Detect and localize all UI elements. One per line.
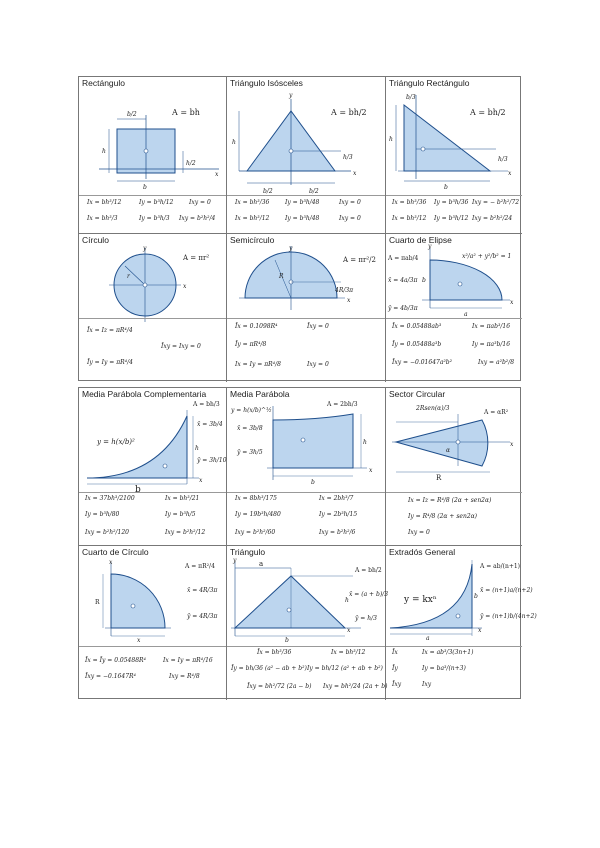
xbar-formula: x̄ = 3b/8 xyxy=(237,425,263,432)
label-x: x xyxy=(510,441,514,448)
cell-title: Sector Circular xyxy=(389,389,446,399)
cell-title: Media Parábola Complementaria xyxy=(82,389,207,399)
formula-3: Īy = Iy = πR⁴/4 xyxy=(87,359,133,366)
rectangle-figure xyxy=(79,89,227,199)
formula-3: Ixy = 0 xyxy=(408,529,430,536)
xbar-formula: x̄ = (n+1)a/(n+2) xyxy=(480,587,533,594)
label-R: R xyxy=(95,599,100,606)
formula-6: Ixy xyxy=(422,681,432,688)
formula-6: Ixy = a²b²/8 xyxy=(478,359,515,366)
formula-2: Ix = Iy = πR⁴/16 xyxy=(163,657,213,664)
cell-title: Semicírculo xyxy=(230,235,275,245)
formula-6: Ixy = b²h²/24 xyxy=(472,215,513,222)
triangle-figure xyxy=(227,557,389,644)
formula-table-2 xyxy=(78,387,537,699)
label-a: a xyxy=(259,560,264,568)
formula-3: Ixy = − b²h²/72 xyxy=(472,199,520,206)
formula-4: Ixy = R⁴/8 xyxy=(169,673,200,680)
area-formula: A = πR²/4 xyxy=(185,563,215,570)
formula-2: Īxy = 0 xyxy=(307,323,329,330)
formula-1: Ix = bh³/12 xyxy=(87,199,122,206)
formula-2: Iy = R⁴/8 (2α + sen2α) xyxy=(408,513,478,520)
cell-cuarto-elipse xyxy=(386,234,522,382)
semicircle-figure xyxy=(227,246,386,326)
cell-title: Extradós General xyxy=(389,547,456,557)
cell-rectangulo xyxy=(79,77,227,234)
label-b: b xyxy=(143,184,147,191)
ybar-formula: ȳ = 3h/10 xyxy=(197,457,227,464)
area-formula: A = bh xyxy=(172,108,200,117)
formula-1: Īx xyxy=(392,649,398,656)
formula-3: Īy xyxy=(392,665,398,672)
formula-1: Ix = bh³/36 xyxy=(235,199,270,206)
label-b: b xyxy=(135,485,141,495)
area-formula: A = πr²/2 xyxy=(343,256,376,264)
cell-title: Rectángulo xyxy=(82,78,126,88)
label-y: y xyxy=(143,245,147,252)
label-x: x xyxy=(510,299,514,306)
area-formula: A = ab/(n+1) xyxy=(480,563,521,570)
formula-5: Ixy = 0 xyxy=(307,361,329,368)
label-r: R xyxy=(279,273,284,280)
cell-triangulo-rectangulo xyxy=(386,77,522,234)
cell-title: Cuarto de Círculo xyxy=(82,547,149,557)
ybar-formula: ȳ = 4R/3π xyxy=(187,613,218,620)
label-x: x xyxy=(137,637,141,644)
curve-equation: y = h(x/b)² xyxy=(97,438,135,446)
label-b: b xyxy=(444,184,448,191)
formula-2: Iy = b³h/12 xyxy=(139,199,174,206)
formula-1: Īx = 0.05488ab³ xyxy=(392,323,442,330)
formula-4: Iy = bh/12 (a² + ab + b²) xyxy=(307,665,383,672)
formula-1: Īx = 0.1098R⁴ xyxy=(235,323,278,330)
formula-3: Īy = bh/36 (a² − ab + b²) xyxy=(231,665,307,672)
label-h: h xyxy=(345,597,349,604)
half-parabola-figure xyxy=(227,400,386,488)
right-triangle-figure xyxy=(386,89,522,199)
cell-semicirculo xyxy=(227,234,386,382)
formula-1: Īx = Īy = 0.05488R⁴ xyxy=(85,657,146,664)
cell-extrados-general xyxy=(386,546,537,700)
label-x: x xyxy=(199,477,203,484)
label-b: b xyxy=(422,277,426,284)
xbar-formula: x̄ = 4a/3π xyxy=(388,277,418,284)
label-y: x xyxy=(109,559,113,566)
area-formula: A = bh/2 xyxy=(355,567,382,574)
formula-4: Iy = ba³/(n+3) xyxy=(422,665,466,672)
formula-5: Īxy xyxy=(392,681,402,688)
label-h3: h/3 xyxy=(498,156,508,163)
label-h: h xyxy=(363,439,367,446)
formula-1: Īx = bh³/36 xyxy=(257,649,292,656)
label-h: h xyxy=(389,136,393,143)
formula-3: Īy = 0.05488a³b xyxy=(392,341,442,348)
label-b2: b/2 xyxy=(127,111,137,118)
formula-6: Ixy = b²h²/12 xyxy=(165,529,206,536)
label-h: h xyxy=(195,445,199,452)
label-b2a: b/2 xyxy=(263,188,273,195)
area-formula: A = πr² xyxy=(183,254,210,262)
formula-4: Ix = Iy = πR⁴/8 xyxy=(235,361,281,368)
circular-sector-figure xyxy=(386,400,522,488)
label-ybar: 4R/3π xyxy=(335,287,354,294)
formula-1: Ix = bh³/36 xyxy=(392,199,427,206)
label-x: x xyxy=(353,170,357,177)
label-x: x xyxy=(347,297,351,304)
complementary-half-parabola-figure xyxy=(79,400,227,495)
formula-2: Ix = ab³/3(3n+1) xyxy=(422,649,474,656)
formula-2: Ix = πab³/16 xyxy=(472,323,511,330)
label-b2b: b/2 xyxy=(309,188,319,195)
formula-2: Iy = b³h/36 xyxy=(434,199,469,206)
formula-3: Īy = πR⁴/8 xyxy=(235,341,267,348)
formula-5: Iy = b³h/12 xyxy=(434,215,469,222)
formula-2: Ix = bh³/12 xyxy=(331,649,366,656)
formula-2: Ix = bh³/21 xyxy=(165,495,200,502)
circle-figure xyxy=(79,246,227,326)
centroid-distance: 2Rsen(α)/3 xyxy=(416,405,450,412)
label-x: x xyxy=(183,283,187,290)
label-y: y xyxy=(289,92,293,99)
formula-3: Ixy = 0 xyxy=(339,199,361,206)
formula-4: Iy = πa³b/16 xyxy=(472,341,511,348)
xbar-formula: x̄ = 3b/4 xyxy=(197,421,223,428)
formula-3: Ixy = 0 xyxy=(189,199,211,206)
ybar-formula: ȳ = (n+1)b/(4n+2) xyxy=(480,613,537,620)
label-x: x xyxy=(347,627,351,634)
formula-4: Ix = bh³/12 xyxy=(392,215,427,222)
label-a: a xyxy=(426,635,430,642)
formula-3: Īxy = −0.1647R⁴ xyxy=(85,673,136,680)
area-formula: A = bh/2 xyxy=(470,108,506,117)
label-y: y xyxy=(428,243,432,250)
cell-title: Cuarto de Elipse xyxy=(389,235,452,245)
xbar-formula: x̄ = 4R/3π xyxy=(187,587,218,594)
cell-triangulo xyxy=(227,546,389,700)
isosceles-triangle-figure xyxy=(227,89,386,199)
formula-3: Iy = 19b³h/480 xyxy=(235,511,281,518)
area-formula: A = πab/4 xyxy=(388,255,419,262)
formula-5: Iy = b³h/48 xyxy=(285,215,320,222)
formula-5: Ixy = b²h²/60 xyxy=(235,529,276,536)
label-y: y xyxy=(233,557,237,564)
formula-1: Ix = 37bh³/2100 xyxy=(85,495,135,502)
formula-5: Ixy = b²h²/120 xyxy=(85,529,129,536)
label-x: x xyxy=(478,627,482,634)
quarter-ellipse-figure xyxy=(386,243,522,326)
label-a: a xyxy=(464,311,468,318)
cell-title: Triángulo Isósceles xyxy=(230,78,303,88)
formula-5: Īxy = bh²/72 (2a − b) xyxy=(247,683,312,690)
formula-1: Ix = Iz = R⁴/8 (2α + sen2α) xyxy=(408,497,492,504)
cell-cuarto-circulo xyxy=(79,546,227,700)
formula-2: Iy = b³h/48 xyxy=(285,199,320,206)
formula-4: Iy = 2b³h/15 xyxy=(319,511,358,518)
label-b: b xyxy=(474,593,478,600)
label-b3: b/3 xyxy=(406,94,416,101)
formula-6: Ixy = b²h²/6 xyxy=(319,529,356,536)
label-x: x xyxy=(508,170,512,177)
quarter-circle-figure xyxy=(79,558,227,642)
label-h: h xyxy=(232,139,236,146)
label-h2: h/2 xyxy=(186,160,196,167)
label-x: x xyxy=(215,171,219,178)
area-formula: A = bh/3 xyxy=(193,401,220,408)
cell-title: Triángulo Rectángulo xyxy=(389,78,470,88)
cell-media-parabola xyxy=(227,388,386,546)
area-formula: A = αR² xyxy=(484,409,509,416)
formula-6: Ixy = b²h²/4 xyxy=(179,215,216,222)
label-r: r xyxy=(127,273,130,280)
label-h3: h/3 xyxy=(343,154,353,161)
formula-2: Ix = 2bh³/7 xyxy=(319,495,354,502)
formula-table-1 xyxy=(78,76,521,381)
area-formula: A = bh/2 xyxy=(331,108,367,117)
label-b: b xyxy=(285,637,289,644)
label-x: x xyxy=(369,467,373,474)
ybar-formula: ȳ = 3h/5 xyxy=(237,449,263,456)
curve-equation: y = kxⁿ xyxy=(404,595,437,605)
formula-4: Iy = b³h/5 xyxy=(165,511,196,518)
cell-media-parabola-complementaria xyxy=(79,388,227,546)
area-formula: A = 2bh/3 xyxy=(327,401,358,408)
formula-4: Ix = bh³/12 xyxy=(235,215,270,222)
label-h: h xyxy=(102,148,106,155)
formula-1: Īx = Iz = πR⁴/4 xyxy=(87,327,133,334)
label-b: b xyxy=(311,479,315,486)
ybar-formula: ȳ = h/3 xyxy=(355,615,377,622)
cell-title: Triángulo xyxy=(230,547,266,557)
cell-title: Círculo xyxy=(82,235,109,245)
label-y: y xyxy=(289,245,293,252)
ellipse-equation: x²/a² + y²/b² = 1 xyxy=(462,253,512,260)
formula-2: Īxy = Ixy = 0 xyxy=(161,343,201,350)
label-R: R xyxy=(436,474,442,482)
general-spandrel-figure xyxy=(386,558,537,642)
formula-4: Ix = bh³/3 xyxy=(87,215,118,222)
cell-circulo xyxy=(79,234,227,382)
ybar-formula: ȳ = 4b/3π xyxy=(388,305,418,312)
cell-title: Media Parábola xyxy=(230,389,290,399)
xbar-formula: x̄ = (a + b)/3 xyxy=(349,591,389,598)
cell-sector-circular xyxy=(386,388,522,546)
label-alpha: α xyxy=(446,447,451,454)
formula-3: Iy = b³h/80 xyxy=(85,511,120,518)
formula-1: Ix = 8bh³/175 xyxy=(235,495,277,502)
formula-5: Īxy = −0.01647a²b² xyxy=(392,359,453,366)
formula-6: Ixy = 0 xyxy=(339,215,361,222)
cell-triangulo-isosceles xyxy=(227,77,386,234)
curve-equation: y = h(x/b)^½ xyxy=(231,407,272,414)
formula-6: Ixy = bh²/24 (2a + b) xyxy=(323,683,388,690)
formula-5: Iy = b³h/3 xyxy=(139,215,170,222)
